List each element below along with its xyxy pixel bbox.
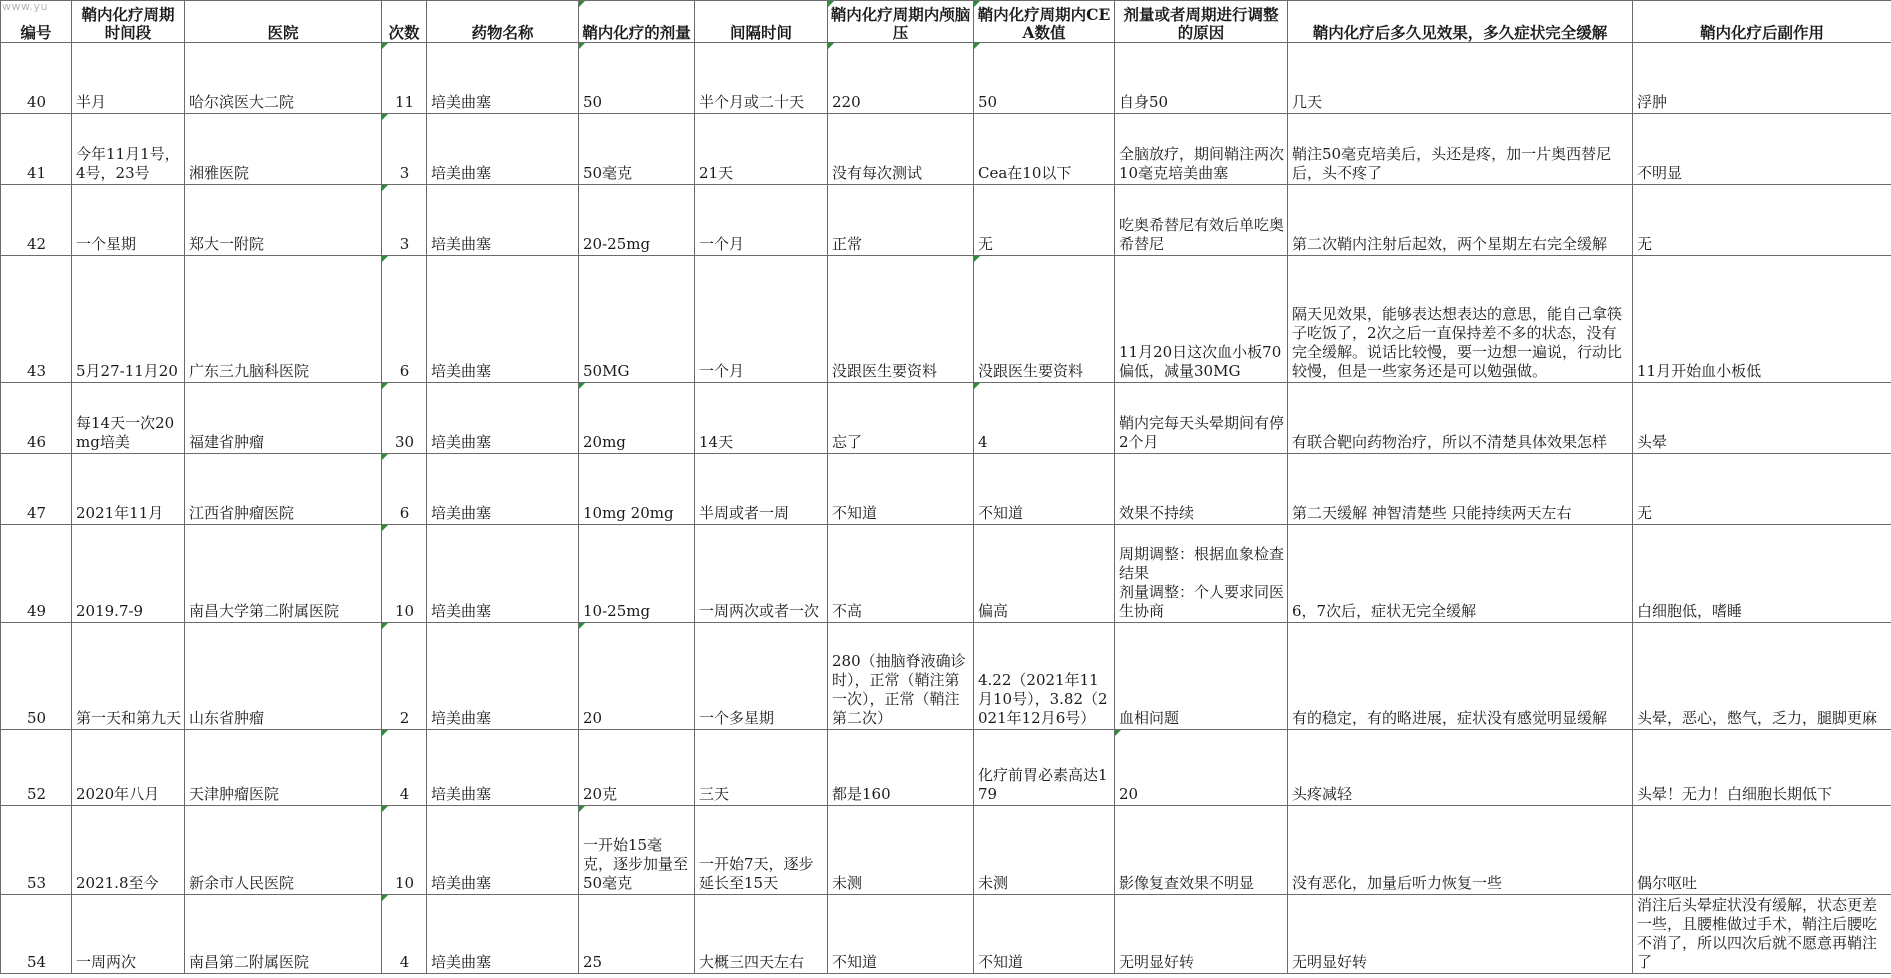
cell-hospital[interactable]: 郑大一附院 (185, 185, 382, 256)
cell-id[interactable]: 46 (1, 383, 72, 454)
header-row (1, 1, 1891, 43)
table-row (1, 623, 1891, 730)
cell-adjust-reason[interactable]: 11月20日这次血小板70偏低，减量30MG (1115, 256, 1288, 383)
cell-id[interactable]: 40 (1, 43, 72, 114)
col-header-count[interactable]: 次数 (382, 1, 427, 43)
cell-cea[interactable]: 不知道 (974, 454, 1115, 525)
col-header-dose[interactable]: 鞘内化疗的剂量 (579, 1, 695, 43)
cell-interval[interactable]: 21天 (695, 114, 828, 185)
cell-adjust-reason[interactable]: 全脑放疗，期间鞘注两次10毫克培美曲塞 (1115, 114, 1288, 185)
cell-dose[interactable]: 50MG (579, 256, 695, 383)
cell-hospital[interactable]: 福建省肿瘤 (185, 383, 382, 454)
cell-side-effects[interactable]: 头晕，恶心，憋气，乏力，腿脚更麻 (1633, 623, 1891, 730)
cell-interval[interactable]: 三天 (695, 730, 828, 806)
cell-adjust-reason[interactable]: 周期调整：根据血象检查结果 剂量调整：个人要求同医生协商 (1115, 525, 1288, 623)
cell-count[interactable]: 30 (382, 383, 427, 454)
cell-cea[interactable]: 不知道 (974, 895, 1115, 974)
cell-interval[interactable]: 14天 (695, 383, 828, 454)
cell-cea[interactable]: 化疗前胃必素高达179 (974, 730, 1115, 806)
cell-drug[interactable]: 培美曲塞 (427, 454, 579, 525)
cell-count[interactable]: 4 (382, 730, 427, 806)
col-header-effect[interactable]: 鞘内化疗后多久见效果，多久症状完全缓解 (1288, 1, 1633, 43)
cell-dose[interactable]: 20克 (579, 730, 695, 806)
cell-count[interactable]: 10 (382, 806, 427, 895)
cell-interval[interactable]: 半周或者一周 (695, 454, 828, 525)
cell-pressure[interactable]: 280（抽脑脊液确诊时），正常（鞘注第一次），正常（鞘注第二次） (828, 623, 974, 730)
cell-dose[interactable]: 10-25mg (579, 525, 695, 623)
cell-period[interactable]: 2021.8至今 (72, 806, 185, 895)
cell-hospital[interactable]: 天津肿瘤医院 (185, 730, 382, 806)
cell-id[interactable]: 49 (1, 525, 72, 623)
cell-adjust-reason[interactable]: 吃奥希替尼有效后单吃奥希替尼 (1115, 185, 1288, 256)
cell-period[interactable]: 2020年八月 (72, 730, 185, 806)
cell-cea[interactable]: 4.22（2021年11月10号），3.82（2021年12月6号） (974, 623, 1115, 730)
cell-dose[interactable]: 20mg (579, 383, 695, 454)
cell-drug[interactable]: 培美曲塞 (427, 806, 579, 895)
cell-effect[interactable]: 第二天缓解 神智清楚些 只能持续两天左右 (1288, 454, 1633, 525)
cell-period[interactable]: 2019.7-9 (72, 525, 185, 623)
table-row (1, 256, 1891, 383)
site-watermark: www.yu (2, 0, 48, 13)
col-header-id[interactable]: 编号 (1, 1, 72, 43)
cell-period[interactable]: 2021年11月 (72, 454, 185, 525)
cell-effect[interactable]: 头疼减轻 (1288, 730, 1633, 806)
cell-count[interactable]: 3 (382, 185, 427, 256)
cell-id[interactable]: 50 (1, 623, 72, 730)
col-header-hospital[interactable]: 医院 (185, 1, 382, 43)
cell-cea[interactable]: 无 (974, 185, 1115, 256)
cell-pressure[interactable]: 没有每次测试 (828, 114, 974, 185)
cell-drug[interactable]: 培美曲塞 (427, 383, 579, 454)
cell-period[interactable]: 半月 (72, 43, 185, 114)
col-header-pressure[interactable]: 鞘内化疗周期内颅脑压 (828, 1, 974, 43)
cell-period[interactable]: 今年11月1号，4号，23号 (72, 114, 185, 185)
cell-pressure[interactable]: 不知道 (828, 454, 974, 525)
cell-id[interactable]: 52 (1, 730, 72, 806)
cell-adjust-reason[interactable]: 影像复查效果不明显 (1115, 806, 1288, 895)
cell-count[interactable]: 10 (382, 525, 427, 623)
cell-count[interactable]: 4 (382, 895, 427, 974)
cell-side-effects[interactable]: 无 (1633, 185, 1891, 256)
col-header-cea[interactable]: 鞘内化疗周期内CEA数值 (974, 1, 1115, 43)
cell-effect[interactable]: 6，7次后，症状无完全缓解 (1288, 525, 1633, 623)
col-header-adjust-reason[interactable]: 剂量或者周期进行调整的原因 (1115, 1, 1288, 43)
cell-side-effects[interactable]: 白细胞低，嗜睡 (1633, 525, 1891, 623)
cell-dose[interactable]: 一开始15毫克，逐步加量至50毫克 (579, 806, 695, 895)
cell-cea[interactable]: Cea在10以下 (974, 114, 1115, 185)
cell-cea[interactable]: 未测 (974, 806, 1115, 895)
cell-interval[interactable]: 一周两次或者一次 (695, 525, 828, 623)
cell-period[interactable]: 5月27-11月20 (72, 256, 185, 383)
cell-pressure[interactable]: 都是160 (828, 730, 974, 806)
cell-drug[interactable]: 培美曲塞 (427, 185, 579, 256)
cell-dose[interactable]: 25 (579, 895, 695, 974)
cell-interval[interactable]: 一开始7天，逐步延长至15天 (695, 806, 828, 895)
cell-hospital[interactable]: 南昌大学第二附属医院 (185, 525, 382, 623)
cell-dose[interactable]: 20 (579, 623, 695, 730)
cell-id[interactable]: 47 (1, 454, 72, 525)
cell-cea[interactable]: 没跟医生要资料 (974, 256, 1115, 383)
cell-pressure[interactable]: 不高 (828, 525, 974, 623)
cell-dose[interactable]: 20-25mg (579, 185, 695, 256)
cell-id[interactable]: 53 (1, 806, 72, 895)
table-row (1, 525, 1891, 623)
cell-interval[interactable]: 一个月 (695, 256, 828, 383)
cell-hospital[interactable]: 哈尔滨医大二院 (185, 43, 382, 114)
cell-drug[interactable]: 培美曲塞 (427, 623, 579, 730)
table-row (1, 383, 1891, 454)
table-row (1, 895, 1891, 974)
cell-effect[interactable]: 有的稳定，有的略进展，症状没有感觉明显缓解 (1288, 623, 1633, 730)
col-header-period[interactable]: 鞘内化疗周期时间段 (72, 1, 185, 43)
cell-side-effects[interactable]: 11月开始血小板低 (1633, 256, 1891, 383)
cell-effect[interactable]: 鞘注50毫克培美后，头还是疼，加一片奥西替尼后，头不疼了 (1288, 114, 1633, 185)
table-row (1, 730, 1891, 806)
cell-pressure[interactable]: 不知道 (828, 895, 974, 974)
cell-effect[interactable]: 几天 (1288, 43, 1633, 114)
cell-adjust-reason[interactable]: 血相问题 (1115, 623, 1288, 730)
cell-drug[interactable]: 培美曲塞 (427, 114, 579, 185)
cell-id[interactable]: 54 (1, 895, 72, 974)
cell-hospital[interactable]: 湘雅医院 (185, 114, 382, 185)
cell-interval[interactable]: 一个月 (695, 185, 828, 256)
cell-pressure[interactable]: 未测 (828, 806, 974, 895)
cell-side-effects[interactable]: 不明显 (1633, 114, 1891, 185)
cell-count[interactable]: 3 (382, 114, 427, 185)
cell-id[interactable]: 43 (1, 256, 72, 383)
cell-count[interactable]: 11 (382, 43, 427, 114)
table-row (1, 43, 1891, 114)
cell-cea[interactable]: 4 (974, 383, 1115, 454)
cell-interval[interactable]: 大概三四天左右 (695, 895, 828, 974)
cell-period[interactable]: 每14天一次20mg培美 (72, 383, 185, 454)
cell-pressure[interactable]: 没跟医生要资料 (828, 256, 974, 383)
table-row (1, 185, 1891, 256)
cell-cea[interactable]: 50 (974, 43, 1115, 114)
cell-side-effects[interactable]: 偶尔呕吐 (1633, 806, 1891, 895)
cell-pressure[interactable]: 忘了 (828, 383, 974, 454)
cell-count[interactable]: 2 (382, 623, 427, 730)
cell-effect[interactable]: 有联合靶向药物治疗，所以不清楚具体效果怎样 (1288, 383, 1633, 454)
cell-side-effects[interactable]: 无 (1633, 454, 1891, 525)
cell-drug[interactable]: 培美曲塞 (427, 895, 579, 974)
cell-period[interactable]: 一个星期 (72, 185, 185, 256)
cell-side-effects[interactable]: 消注后头晕症状没有缓解，状态更差一些，且腰椎做过手术，鞘注后腰吃不消了，所以四次后就不愿意再鞘注了 (1633, 895, 1891, 974)
cell-hospital[interactable]: 新余市人民医院 (185, 806, 382, 895)
table-row (1, 806, 1891, 895)
cell-adjust-reason[interactable]: 自身50 (1115, 43, 1288, 114)
cell-adjust-reason[interactable]: 20 (1115, 730, 1288, 806)
cell-effect[interactable]: 无明显好转 (1288, 895, 1633, 974)
cell-side-effects[interactable]: 头晕！无力！白细胞长期低下 (1633, 730, 1891, 806)
cell-effect[interactable]: 第二次鞘内注射后起效，两个星期左右完全缓解 (1288, 185, 1633, 256)
cell-side-effects[interactable]: 头晕 (1633, 383, 1891, 454)
cell-interval[interactable]: 半个月或二十天 (695, 43, 828, 114)
col-header-side-effects[interactable]: 鞘内化疗后副作用 (1633, 1, 1891, 43)
cell-drug[interactable]: 培美曲塞 (427, 43, 579, 114)
cell-drug[interactable]: 培美曲塞 (427, 730, 579, 806)
cell-effect[interactable]: 隔天见效果，能够表达想表达的意思，能自己拿筷子吃饭了，2次之后一直保持差不多的状态，没有完全缓解。说话比较慢，要一边想一遍说，行动比较慢，但是一些家务还是可以勉强做。 (1288, 256, 1633, 383)
cell-hospital[interactable]: 江西省肿瘤医院 (185, 454, 382, 525)
cell-period[interactable]: 一周两次 (72, 895, 185, 974)
cell-id[interactable]: 41 (1, 114, 72, 185)
cell-hospital[interactable]: 南昌第二附属医院 (185, 895, 382, 974)
cell-side-effects[interactable]: 浮肿 (1633, 43, 1891, 114)
cell-hospital[interactable]: 广东三九脑科医院 (185, 256, 382, 383)
cell-count[interactable]: 6 (382, 454, 427, 525)
cell-dose[interactable]: 50 (579, 43, 695, 114)
cell-hospital[interactable]: 山东省肿瘤 (185, 623, 382, 730)
table-row (1, 114, 1891, 185)
table-row (1, 454, 1891, 525)
cell-drug[interactable]: 培美曲塞 (427, 256, 579, 383)
cell-effect[interactable]: 没有恶化，加量后听力恢复一些 (1288, 806, 1633, 895)
cell-dose[interactable]: 10mg 20mg (579, 454, 695, 525)
cell-adjust-reason[interactable]: 鞘内完每天头晕期间有停2个月 (1115, 383, 1288, 454)
cell-count[interactable]: 6 (382, 256, 427, 383)
table-body (1, 43, 1891, 974)
col-header-interval[interactable]: 间隔时间 (695, 1, 828, 43)
cell-interval[interactable]: 一个多星期 (695, 623, 828, 730)
cell-drug[interactable]: 培美曲塞 (427, 525, 579, 623)
cell-pressure[interactable]: 220 (828, 43, 974, 114)
cell-adjust-reason[interactable]: 无明显好转 (1115, 895, 1288, 974)
cell-id[interactable]: 42 (1, 185, 72, 256)
col-header-drug[interactable]: 药物名称 (427, 1, 579, 43)
cell-cea[interactable]: 偏高 (974, 525, 1115, 623)
cell-adjust-reason[interactable]: 效果不持续 (1115, 454, 1288, 525)
cell-dose[interactable]: 50毫克 (579, 114, 695, 185)
cell-pressure[interactable]: 正常 (828, 185, 974, 256)
cell-period[interactable]: 第一天和第九天 (72, 623, 185, 730)
